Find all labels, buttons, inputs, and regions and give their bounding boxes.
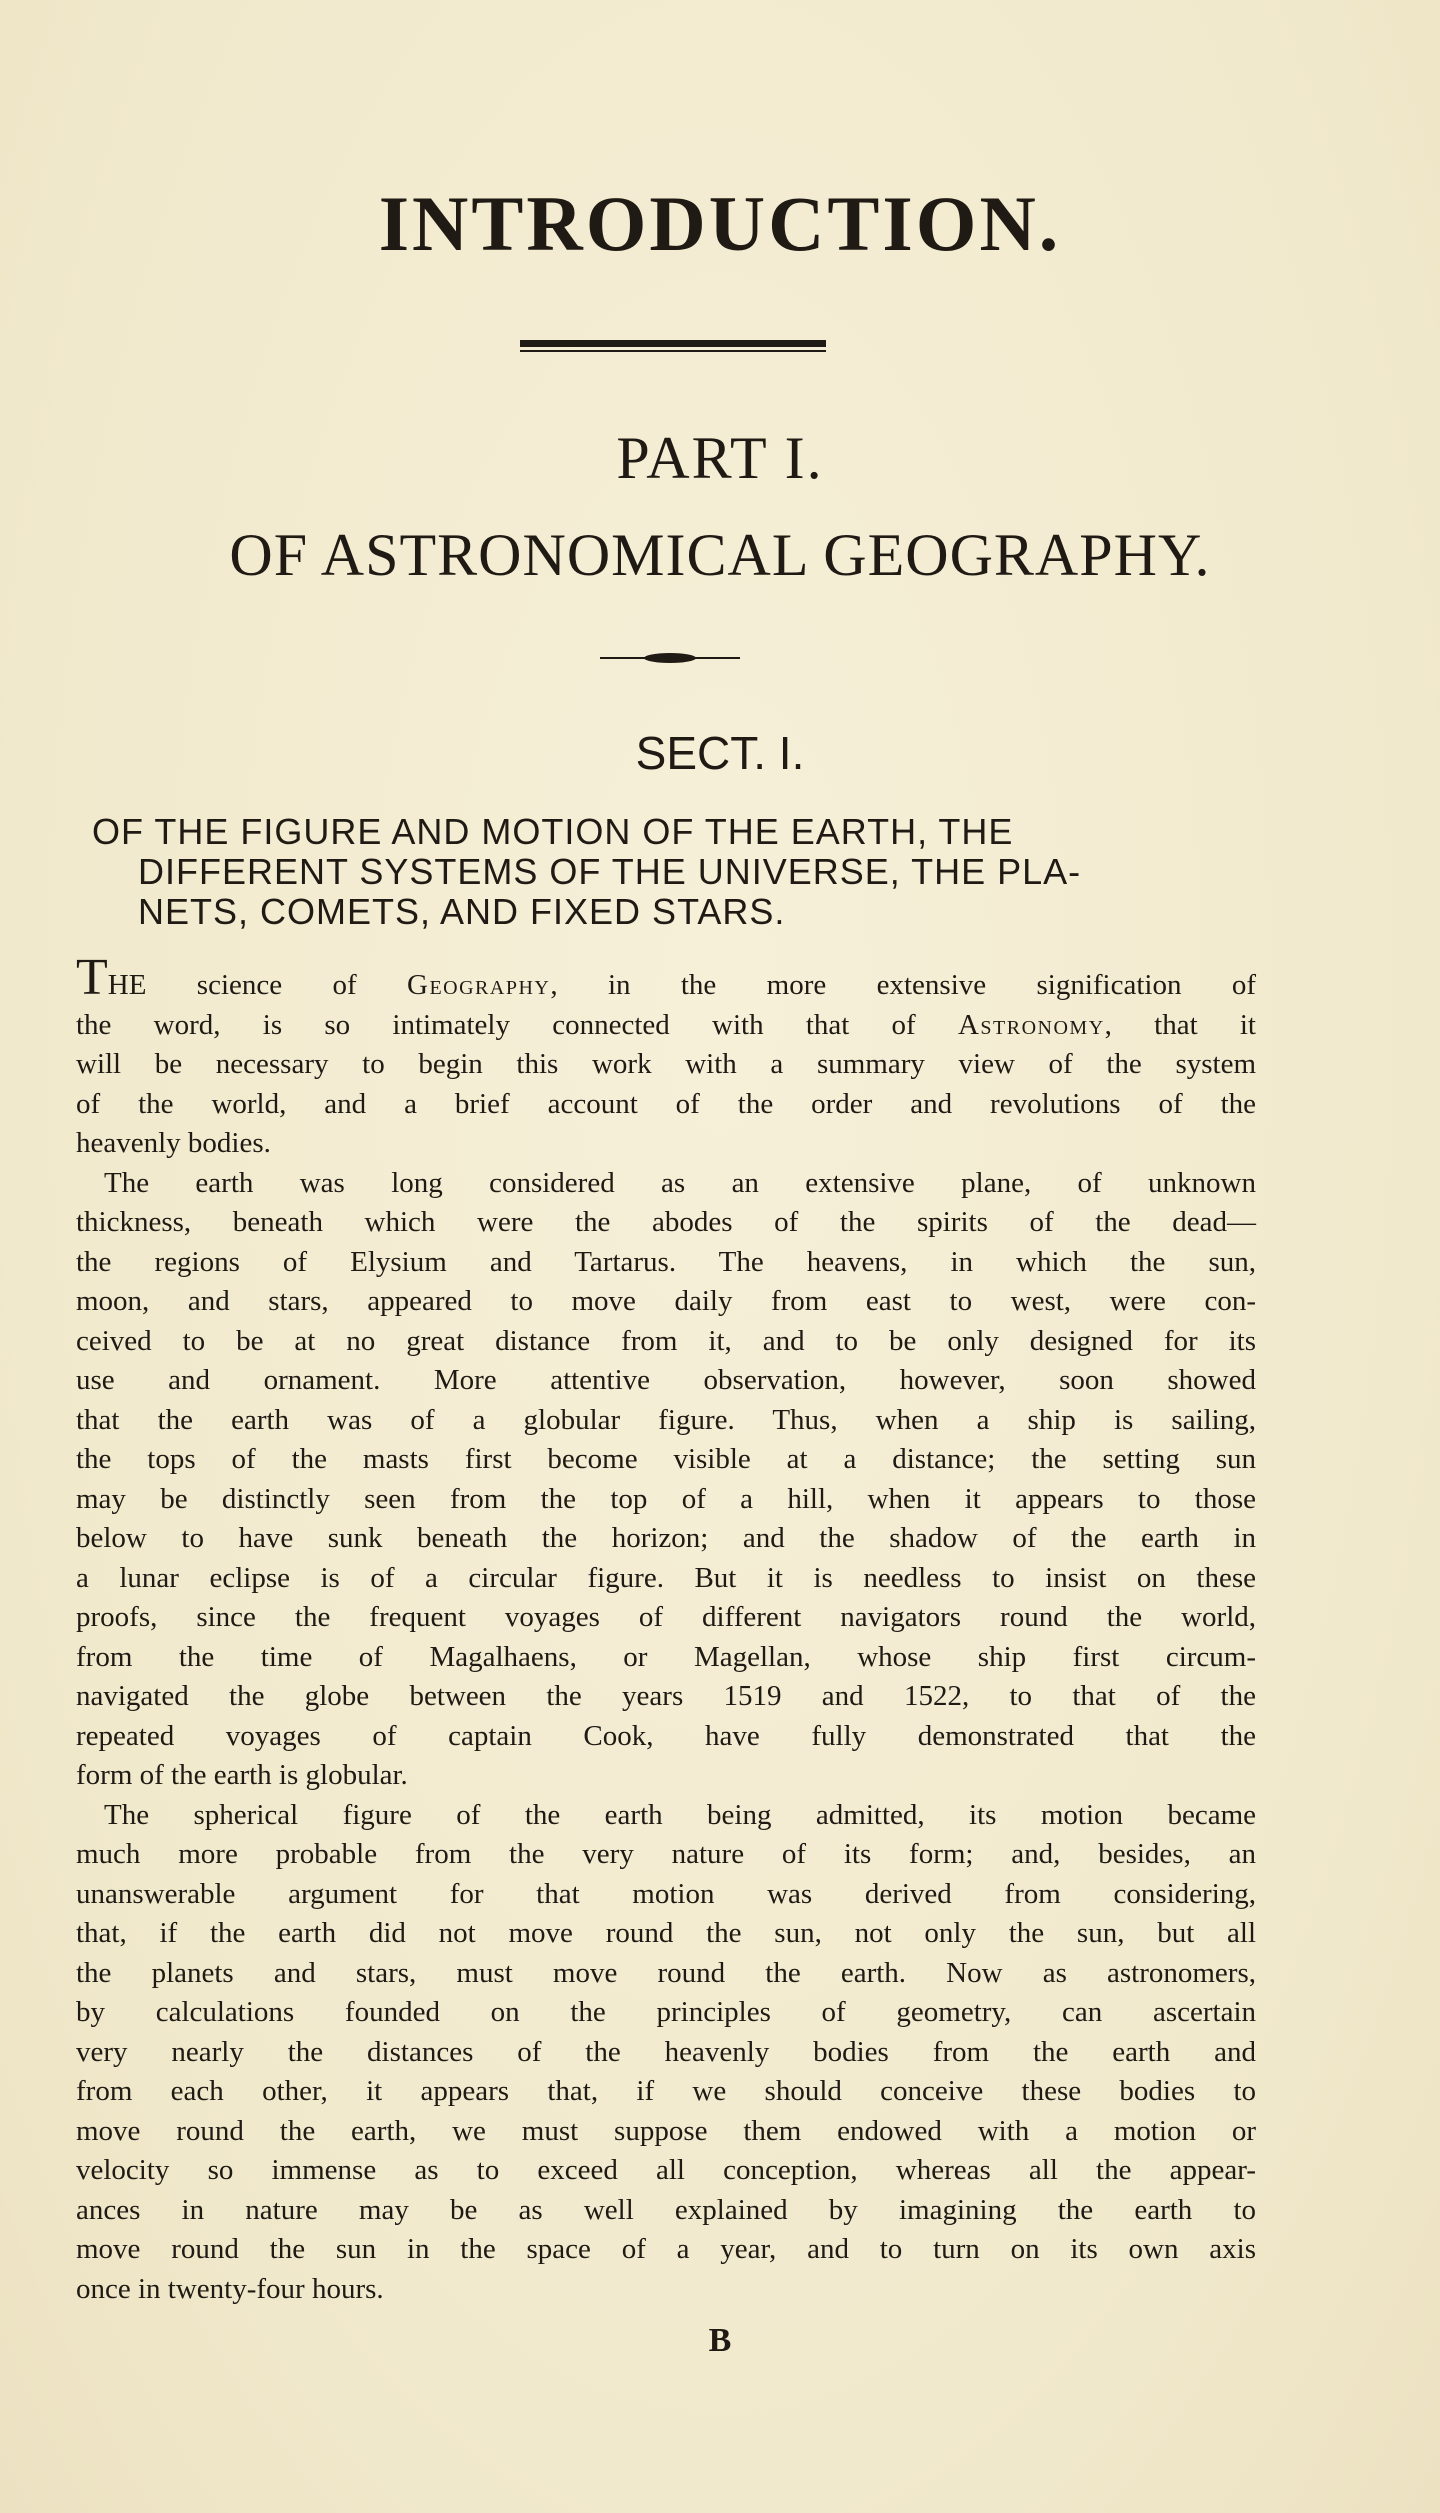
title-rule-thin [520, 350, 826, 352]
paragraph-1-line: will be necessary to begin this work with a summary view of the system [76, 1048, 1256, 1080]
paragraph-2-line: the regions of Elysium and Tartarus. The heavens, in which the sun, [76, 1245, 1256, 1278]
paragraph-3-line: velocity so immense as to exceed all conception, whereas all the appear- [76, 2154, 1256, 2186]
paragraph-2-line: that the earth was of a globular figure. Thus, when a ship is sailing, [76, 1403, 1256, 1436]
signature-mark: B [708, 2322, 732, 2359]
text-run: the word, is so intimately connected with that of [76, 1008, 958, 1041]
section-heading-line: NETS, COMETS, AND FIXED STARS. [138, 891, 786, 932]
page-title: INTRODUCTION. [378, 180, 1062, 267]
small-caps-term: Geography [407, 969, 551, 1001]
paragraph-3-line: that, if the earth did not move round the sun, not only the sun, but all [76, 1917, 1256, 1949]
ornament-rule [600, 652, 740, 664]
paragraph-2-line: The earth was long considered as an extensive plane, of unknown [104, 1166, 1256, 1199]
small-caps-term: Astronomy [957, 1008, 1105, 1041]
paragraph-2-line: below to have sunk beneath the horizon; and the shadow of the earth in [76, 1522, 1256, 1554]
ornament-center [644, 653, 696, 663]
paragraph-3-line: much more probable from the very nature of its form; and, besides, an [76, 1838, 1256, 1870]
text-run: , in the more extensive signification of [550, 969, 1256, 1001]
paragraph-1-line [76, 949, 1256, 1006]
paragraph-1-line: heavenly bodies. [76, 1127, 271, 1159]
section-number: SECT. I. [635, 727, 805, 779]
paragraph-3-line: the planets and stars, must move round the earth. Now as astronomers, [76, 1956, 1256, 1989]
part-heading: PART I. [616, 425, 824, 491]
paragraph-2-line: may be distinctly seen from the top of a hill, when it appears to those [76, 1482, 1256, 1515]
paragraph-3-line: move round the earth, we must suppose them endowed with a motion or [76, 2114, 1256, 2147]
section-heading-line: DIFFERENT SYSTEMS OF THE UNIVERSE, THE PLA- [138, 851, 1082, 892]
part-subtitle: OF ASTRONOMICAL GEOGRAPHY. [229, 522, 1211, 588]
title-rule-thick [520, 340, 826, 347]
paragraph-3-line: by calculations founded on the principles of geometry, can ascertain [76, 1996, 1256, 2028]
paragraph-3-line: ances in nature may be as well explained by imagining the earth to [76, 2193, 1256, 2226]
text-run: HE science of [107, 969, 407, 1001]
paragraph-2-line: thickness, beneath which were the abodes of the spirits of the dead— [76, 1206, 1256, 1238]
paragraph-3-line: from each other, it appears that, if we should conceive these bodies to [76, 2075, 1256, 2107]
paragraph-1-line [76, 1006, 1256, 1046]
paragraph-2-line: navigated the globe between the years 1519 and 1522, to that of the [76, 1680, 1256, 1712]
paragraph-2-line: the tops of the masts first become visible at a distance; the setting sun [76, 1443, 1256, 1475]
section-heading-line: OF THE FIGURE AND MOTION OF THE EARTH, THE [92, 811, 1014, 852]
paragraph-3-line: The spherical figure of the earth being admitted, its motion became [104, 1798, 1256, 1831]
paragraph-2-line: proofs, since the frequent voyages of different navigators round the world, [76, 1601, 1256, 1633]
paragraph-2-line: repeated voyages of captain Cook, have fully demonstrated that the [76, 1719, 1256, 1752]
paragraph-2-line: ceived to be at no great distance from it, and to be only designed for its [76, 1324, 1256, 1357]
body-text [76, 949, 1256, 2309]
drop-cap: T [76, 949, 108, 1006]
paragraph-2-line: a lunar eclipse is of a circular figure. But it is needless to insist on these [76, 1561, 1256, 1594]
paragraph-1-line: of the world, and a brief account of the order and revolutions of the [76, 1087, 1256, 1120]
paragraph-2-line: use and ornament. More attentive observation, however, soon showed [76, 1364, 1256, 1396]
text-run: , that it [1104, 1008, 1256, 1041]
section-heading [92, 812, 1257, 932]
paragraph-2-line: form of the earth is globular. [76, 1759, 408, 1791]
paragraph-3-line: unanswerable argument for that motion was derived from considering, [76, 1877, 1256, 1910]
paragraph-2-line: from the time of Magalhaens, or Magellan, whose ship first circum- [76, 1640, 1256, 1673]
paragraph-3-line: very nearly the distances of the heavenly bodies from the earth and [76, 2035, 1256, 2068]
paragraph-2-line: moon, and stars, appeared to move daily from east to west, were con- [76, 1285, 1256, 1317]
paragraph-3-line: once in twenty-four hours. [76, 2272, 384, 2305]
paragraph-3-line: move round the sun in the space of a year, and to turn on its own axis [76, 2233, 1256, 2265]
